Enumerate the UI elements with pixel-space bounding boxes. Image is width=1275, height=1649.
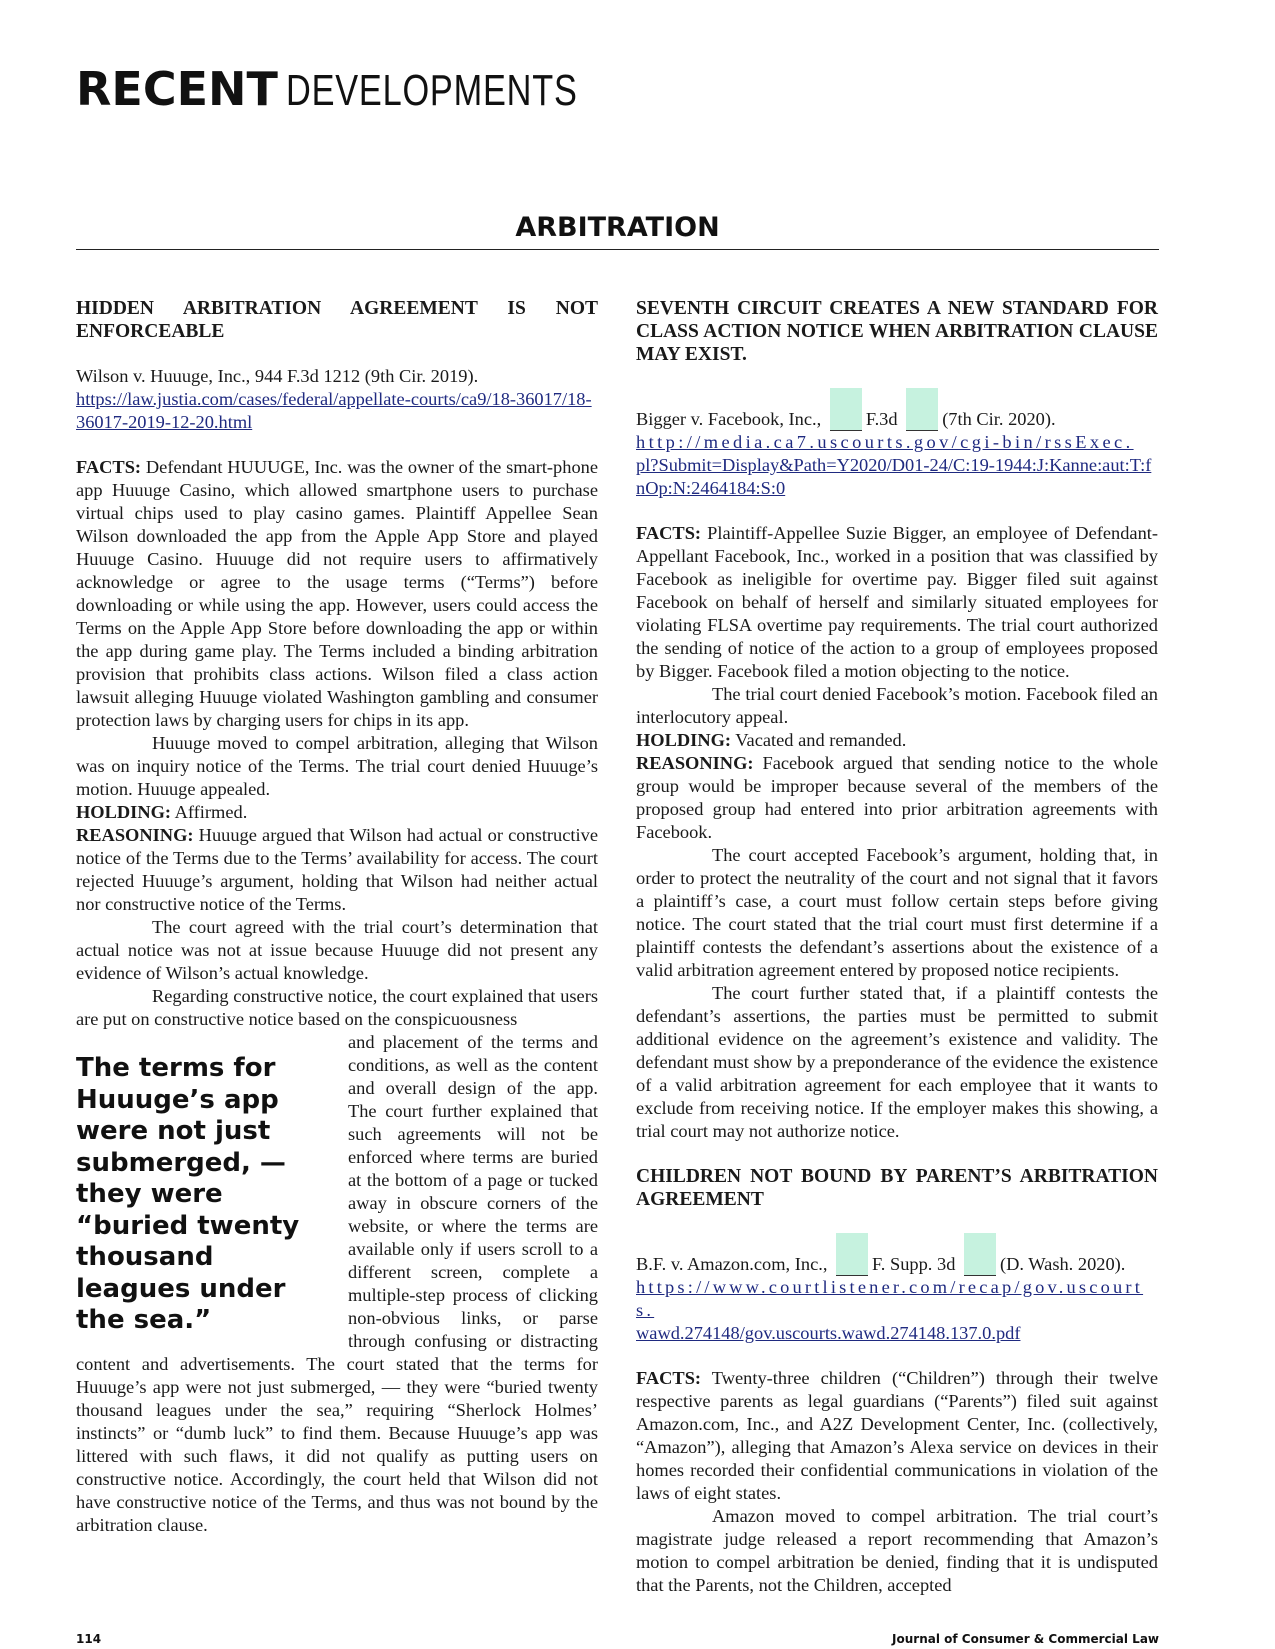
holding-text: Vacated and remanded.: [731, 730, 907, 750]
article1-source-link[interactable]: https://law.justia.com/cases/federal/appellate-courts/ca9/18-36017/18-36017-2019-12-20.html: [76, 389, 592, 432]
article3-title: CHILDREN NOT BOUND BY PARENT’S ARBITRATION AGREEMENT: [636, 1166, 1158, 1210]
article2-title: SEVENTH CIRCUIT CREATES A NEW STANDARD FOR CLASS ACTION NOTICE WHEN ARBITRATION CLAUSE MAY EXIST.: [636, 298, 1158, 365]
reasoning-text: Huuuge argued that Wilson had actual or constructive notice of the Terms due to the Terms’ availability for access. The court rejected Huuuge’s argument, holding that Wilson had neither actual nor constructive notice of the Terms.: [76, 825, 598, 914]
article1-title-line1: HIDDEN ARBITRATION AGREEMENT IS NOT: [76, 298, 598, 319]
page-number: 114: [76, 1632, 102, 1646]
article2-link-line2: pl?Submit=Display&Path=Y2020/D01-24/C:19-1944:J:Kanne:aut:T:fnOp:N:2464184:S:0: [636, 455, 1152, 498]
article2-facts: [636, 522, 1158, 683]
facts-text: Defendant HUUUGE, Inc. was the owner of the smart-phone app Huuuge Casino, which allowed smartphone users to purchase virtual chips used to play casino games. Plaintiff Appellee Sean Wilson downloaded the app from the Apple App Store and played Huuuge Casino. Huuuge did not require users to affirmatively acknowledge or agree to the usage terms (“Terms”) before downloading or while using the app. However, users could access the Terms on the Apple App Store before downloading the app or within the app during game play. The Terms included a binding arbitration provision that prohibits class actions. Wilson filed a class action lawsuit alleging Huuuge violated Washington gambling and consumer protection laws by charging users for chips in its app.: [76, 457, 598, 730]
reasoning-label: REASONING:: [636, 753, 754, 773]
article1-title: [76, 297, 598, 343]
holding-label: HOLDING:: [76, 802, 172, 822]
journal-name: Journal of Consumer & Commercial Law: [892, 1632, 1159, 1646]
article3-link-line1: https://www.courtlistener.com/recap/gov.uscourts.: [636, 1277, 1144, 1320]
blank-page: [906, 388, 938, 431]
article3-link-line2: wawd.274148/gov.uscourts.wawd.274148.137.0.pdf: [636, 1323, 1021, 1343]
blank-volume: [830, 388, 862, 431]
article1-reasoning: [76, 824, 598, 916]
article2-reasoning-p2: The court accepted Facebook’s argument, holding that, in order to protect the neutrality of the court and not signal that it favors a plaintiff’s case, a court must follow certain steps before giving notice. The court stated that the trial court must first determine if a plaintiff contests the defendant’s assertions about the existence of a valid arbitration agreement entered by proposed notice recipients.: [636, 845, 1158, 980]
article2-reasoning-p3: The court further stated that, if a plaintiff contests the defendant’s assertions, the parties must be permitted to submit additional evidence on the agreement’s existence and validity. The defendant must show by a preponderance of the evidence the existence of a valid arbitration agreement for each employee that it wants to exclude from receiving notice. If the employer makes this showing, a trial court may not authorize notice.: [636, 983, 1158, 1141]
holding-text: Affirmed.: [171, 802, 248, 822]
right-column: [636, 297, 1158, 1597]
article3-court-year: (D. Wash. 2020).: [1000, 1254, 1126, 1274]
section-title: ARBITRATION: [515, 212, 720, 243]
article3-case-name: B.F. v. Amazon.com, Inc.,: [636, 1254, 828, 1274]
article3-citation: [636, 1233, 1158, 1276]
page-header: [76, 62, 660, 132]
article3-facts: [636, 1367, 1158, 1505]
article3-facts-p2: Amazon moved to compel arbitration. The trial court’s magistrate judge released a report recommending that Amazon’s motion to compel arbitration be denied, finding that it is undisputed that the Parents, not the Children, accepted: [636, 1506, 1158, 1595]
header-bold-word: RECENT: [76, 62, 278, 116]
article1-reasoning-p2: The court agreed with the trial court’s determination that actual notice was not at issue because Huuuge did not present any evidence of Wilson’s actual knowledge.: [76, 917, 598, 983]
article1-reasoning-p3b: and placement of the terms and conditions, as well as the content and overall design of the app. The court further explained that such agreements will not be enforced where terms are buried at the bottom of a page or tucked away in obscure corners of the website, or where the terms are available only if users scroll to a different screen, complete a multiple-step process of clicking non-obvious links, or parse through confusing or distracting content and advertisements. The court stated that the terms for Huuuge’s app were not just submerged, — they were “buried twenty thousand leagues under the sea,” requiring “Sherlock Holmes’ instincts” or “dumb luck” to find them. Because Huuuge’s app was littered with such flaws, it did not qualify as putting users on constructive notice. Accordingly, the court held that Wilson did not have constructive notice of the Terms, and thus was not bound by the arbitration clause.: [76, 1032, 598, 1535]
reasoning-text: Facebook argued that sending notice to the whole group would be improper because several of the members of the proposed group had entered into prior arbitration agreements with Facebook.: [636, 753, 1158, 842]
holding-label: HOLDING:: [636, 730, 732, 750]
pull-quote: The terms for Huuuge’s app were not just submerged, — they were “buried twenty thousand leagues under the sea.”: [76, 1053, 300, 1335]
blank-volume: [836, 1233, 868, 1276]
article2-facts-p2: The trial court denied Facebook’s motion. Facebook filed an interlocutory appeal.: [636, 684, 1158, 727]
article1-title-line2: ENFORCEABLE: [76, 321, 225, 342]
article3-reporter: F. Supp. 3d: [872, 1254, 956, 1274]
section-divider: [76, 249, 1159, 250]
facts-label: FACTS:: [636, 523, 702, 543]
article2-link-line1: http://media.ca7.uscourts.gov/cgi-bin/rssExec.: [636, 432, 1134, 452]
article1-reasoning-p3a: Regarding constructive notice, the court explained that users are put on constructive notice based on the conspicuousness: [76, 986, 598, 1029]
facts-text: Plaintiff-Appellee Suzie Bigger, an employee of Defendant-Appellant Facebook, Inc., worked in a position that was classified by Facebook as ineligible for overtime pay. Bigger filed suit against Facebook on behalf of herself and similarly situated employees for violating FLSA overtime pay requirements. The trial court authorized the sending of notice of the action to a group of employees proposed by Bigger. Facebook filed a motion objecting to the notice.: [636, 523, 1158, 681]
article2-reasoning: [636, 752, 1158, 844]
facts-text: Twenty-three children (“Children”) through their twelve respective parents as legal guardians (“Parents”) filed suit against Amazon.com, Inc., and A2Z Development Center, Inc. (collectively, “Amazon”), alleging that Amazon’s Alexa service on devices in their homes recorded their confidential communications in violation of the laws of eight states.: [636, 1368, 1158, 1503]
header-light-word: DEVELOPMENTS: [285, 66, 578, 115]
facts-label: FACTS:: [76, 457, 142, 477]
article2-source-link[interactable]: [636, 431, 1158, 500]
article1-facts-p2: Huuuge moved to compel arbitration, alleging that Wilson was on inquiry notice of the Terms. The trial court denied Huuuge’s motion. Huuuge appealed.: [76, 733, 598, 799]
article2-reporter: F.3d: [865, 409, 898, 429]
left-column: [76, 297, 598, 1537]
reasoning-label: REASONING:: [76, 825, 194, 845]
article2-citation: [636, 388, 1158, 431]
article2-case-name: Bigger v. Facebook, Inc.,: [636, 409, 822, 429]
article-spacer: [636, 1143, 1158, 1165]
blank-page: [964, 1233, 996, 1276]
article2-holding: [636, 729, 1158, 752]
article1-facts: [76, 456, 598, 732]
facts-label: FACTS:: [636, 1368, 702, 1388]
article1-citation: Wilson v. Huuuge, Inc., 944 F.3d 1212 (9th Cir. 2019).: [76, 366, 479, 386]
article3-source-link[interactable]: [636, 1276, 1158, 1345]
article2-court-year: (7th Cir. 2020).: [942, 409, 1056, 429]
article1-holding: [76, 801, 598, 824]
